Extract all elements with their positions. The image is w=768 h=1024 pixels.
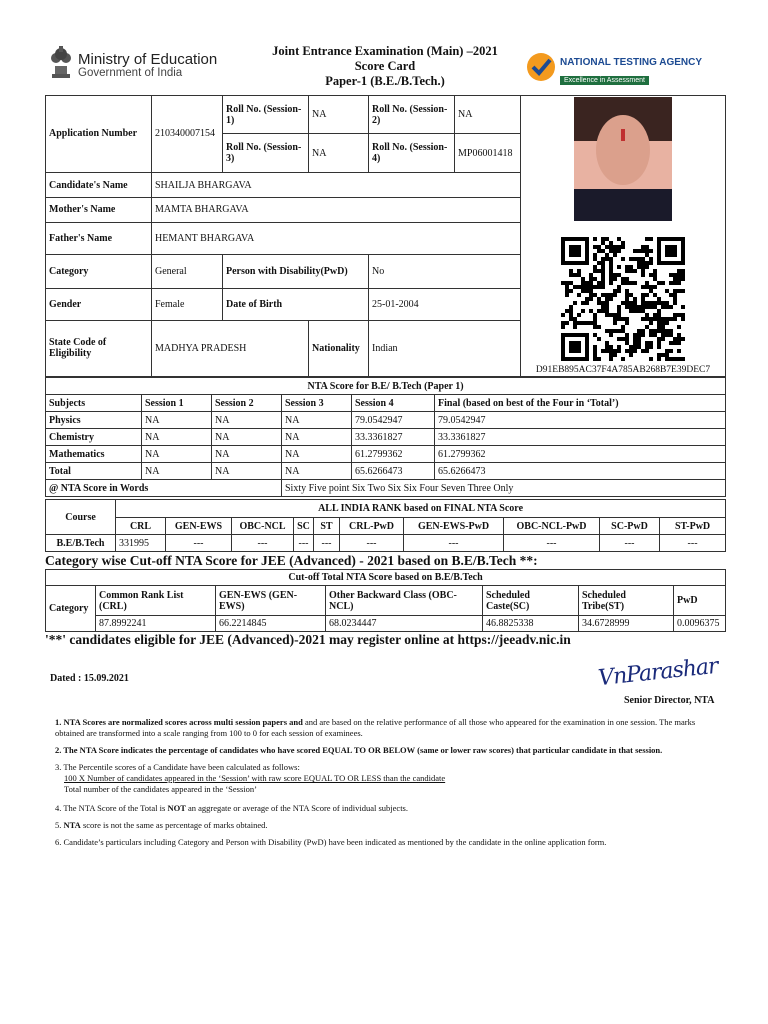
note-2: 2. The NTA Score indicates the percentage of candidates who have scored EQUAL TO OR BELOW (same or lower raw scores) that particular candidate in that session. <box>55 745 663 755</box>
note-3 <box>55 762 717 795</box>
score-cell: 65.6266473 <box>352 463 435 480</box>
rank-header: GEN-EWS <box>166 518 232 535</box>
roll3-value: NA <box>309 134 369 172</box>
category-value: General <box>152 254 223 288</box>
score-cell: NA <box>142 429 212 446</box>
name-label: Candidate's Name <box>46 172 152 197</box>
gender-label: Gender <box>46 288 152 320</box>
cutoff-cell: 87.8992241 <box>96 616 216 632</box>
score-cell: NA <box>282 463 352 480</box>
cutoff-header: Common Rank List (CRL) <box>96 586 216 616</box>
score-cell: NA <box>212 429 282 446</box>
paper-title: Paper-1 (B.E./B.Tech.) <box>325 74 445 88</box>
score-cell: 61.2799362 <box>352 446 435 463</box>
cutoff-table <box>45 569 726 632</box>
nta-score-table <box>45 377 726 497</box>
state-label: State Code of Eligibility <box>46 320 152 376</box>
signatory: Senior Director, NTA <box>624 695 715 706</box>
score-words-label: @ NTA Score in Words <box>46 480 282 497</box>
table-row <box>46 446 726 463</box>
eligibility-note: '**' candidates eligible for JEE (Advanced)-2021 may register online at https://jeeadv.nic.in <box>45 632 571 647</box>
score-words-value: Sixty Five point Six Two Six Six Four Seven Three Only <box>282 480 726 497</box>
mother-label: Mother's Name <box>46 198 152 222</box>
emblem-icon <box>48 44 74 80</box>
note-1-num: 1. <box>55 717 62 727</box>
note-4-bold: NOT <box>167 803 186 813</box>
score-cell: 33.3361827 <box>435 429 726 446</box>
table-row <box>46 463 726 480</box>
rank-cell: --- <box>504 535 600 552</box>
dob-label: Date of Birth <box>223 288 369 320</box>
signature-text: VnParashar <box>597 653 719 692</box>
roll1-value: NA <box>309 96 369 134</box>
score-cell: 65.6266473 <box>435 463 726 480</box>
note-5-rest: score is not the same as percentage of marks obtained. <box>82 820 268 830</box>
mother-value: MAMTA BHARGAVA <box>152 198 521 222</box>
score-cell: 61.2799362 <box>435 446 726 463</box>
cutoff-cell: 46.8825338 <box>483 616 579 632</box>
nta-tagline-wrap <box>560 69 649 87</box>
roll2-label: Roll No. (Session-2) <box>369 96 455 134</box>
note-4-a: 4. The NTA Score of the Total is <box>55 803 166 813</box>
rank-header: ST-PwD <box>660 518 726 535</box>
rank-cell: 331995 <box>116 535 166 552</box>
cutoff-heading: Category wise Cut-off NTA Score for JEE (Advanced) - 2021 based on B.E/B.Tech **: <box>45 553 538 568</box>
score-header: Session 4 <box>352 395 435 412</box>
candidate-photo <box>574 97 672 221</box>
ministry-name: Ministry of Education <box>78 51 218 68</box>
note-4-b: an aggregate or average of the NTA Score of individual subjects. <box>187 803 408 813</box>
notes <box>55 717 717 854</box>
rank-cell: --- <box>404 535 504 552</box>
score-header: Subjects <box>46 395 142 412</box>
rank-cell: --- <box>660 535 726 552</box>
state-value: MADHYA PRADESH <box>152 320 309 376</box>
card-title: Score Card <box>354 59 416 73</box>
qr-code-text: D91EB895AC37F4A785AB268B7E39DEC7 <box>535 364 711 375</box>
rank-header: SC-PwD <box>600 518 660 535</box>
cutoff-header: Other Backward Class (OBC-NCL) <box>326 586 483 616</box>
score-cell: 33.3361827 <box>352 429 435 446</box>
score-cell: NA <box>142 446 212 463</box>
score-cell: NA <box>282 429 352 446</box>
note-1 <box>55 717 717 739</box>
cutoff-header: GEN-EWS (GEN-EWS) <box>216 586 326 616</box>
note-3-text: 3. The Percentile scores of a Candidate have been calculated as follows: <box>55 762 300 772</box>
ministry-logo <box>48 44 74 80</box>
score-header: Session 2 <box>212 395 282 412</box>
rank-cell: --- <box>294 535 314 552</box>
dated: Dated : 15.09.2021 <box>50 673 129 684</box>
note-5-bold: NTA <box>63 820 81 830</box>
score-cell: NA <box>282 446 352 463</box>
score-cell: 79.0542947 <box>435 412 726 429</box>
qr-cell <box>521 222 726 376</box>
score-cell: NA <box>212 412 282 429</box>
rank-header: CRL <box>116 518 166 535</box>
exam-header <box>230 44 540 89</box>
score-header: Session 3 <box>282 395 352 412</box>
rank-header: GEN-EWS-PwD <box>404 518 504 535</box>
score-cell: 79.0542947 <box>352 412 435 429</box>
cutoff-header: Scheduled Caste(SC) <box>483 586 579 616</box>
pwd-value: No <box>369 254 521 288</box>
subject-name: Physics <box>46 412 142 429</box>
government-name: Government of India <box>78 67 183 79</box>
cutoff-category-label: Category <box>46 586 96 632</box>
table-row <box>46 412 726 429</box>
nta-name: NATIONAL TESTING AGENCY <box>560 57 703 68</box>
qr-code-icon <box>561 237 685 361</box>
subject-name: Mathematics <box>46 446 142 463</box>
rank-cell: --- <box>340 535 404 552</box>
score-cell: NA <box>212 463 282 480</box>
score-cell: NA <box>142 412 212 429</box>
roll2-value: NA <box>455 96 521 134</box>
course-label: Course <box>46 500 116 535</box>
rank-header: OBC-NCL <box>232 518 294 535</box>
cutoff-header: PwD <box>674 586 726 616</box>
rank-header: SC <box>294 518 314 535</box>
roll4-label: Roll No. (Session-4) <box>369 134 455 172</box>
score-header: Final (based on best of the Four in ‘Total’) <box>435 395 726 412</box>
cutoff-cell: 0.0096375 <box>674 616 726 632</box>
note-3-numerator: 100 X Number of candidates appeared in the ‘Session’ with raw score EQUAL TO OR LESS than the candidate <box>64 773 446 783</box>
rank-header: CRL-PwD <box>340 518 404 535</box>
roll4-value: MP06001418 <box>455 134 521 172</box>
rank-table <box>45 499 726 552</box>
note-3-denominator: Total number of the candidates appeared in the ‘Session’ <box>64 784 257 794</box>
rank-header: ST <box>314 518 340 535</box>
roll1-label: Roll No. (Session-1) <box>223 96 309 134</box>
pwd-label: Person with Disability(PwD) <box>223 254 369 288</box>
nationality-label: Nationality <box>309 320 369 376</box>
rank-header: OBC-NCL-PwD <box>504 518 600 535</box>
father-label: Father's Name <box>46 222 152 254</box>
score-cell: NA <box>212 446 282 463</box>
subject-name: Total <box>46 463 142 480</box>
rank-cell: --- <box>166 535 232 552</box>
subject-name: Chemistry <box>46 429 142 446</box>
score-table-title: NTA Score for B.E/ B.Tech (Paper 1) <box>46 378 726 395</box>
cutoff-cell: 66.2214845 <box>216 616 326 632</box>
note-4 <box>55 803 717 814</box>
cutoff-header: Scheduled Tribe(ST) <box>579 586 674 616</box>
rank-cell: --- <box>600 535 660 552</box>
app-no-value: 210340007154 <box>152 96 223 173</box>
rank-cell: --- <box>314 535 340 552</box>
table-row <box>46 429 726 446</box>
roll3-label: Roll No. (Session-3) <box>223 134 309 172</box>
note-1-bold: NTA Scores are normalized scores across multi session papers and <box>63 717 303 727</box>
cutoff-cell: 68.0234447 <box>326 616 483 632</box>
exam-title: Joint Entrance Examination (Main) –2021 <box>272 44 498 58</box>
candidate-table <box>45 95 726 377</box>
nationality-value: Indian <box>369 320 521 376</box>
nta-logo <box>526 52 556 82</box>
app-no-label: Application Number <box>46 96 152 173</box>
course-value: B.E/B.Tech <box>46 535 116 552</box>
nta-check-icon <box>526 52 556 82</box>
name-value: SHAILJA BHARGAVA <box>152 172 521 197</box>
note-5 <box>55 820 717 831</box>
table-row <box>46 616 726 632</box>
cutoff-title: Cut-off Total NTA Score based on B.E/B.Tech <box>46 570 726 586</box>
score-cell: NA <box>282 412 352 429</box>
rank-title: ALL INDIA RANK based on FINAL NTA Score <box>116 500 726 518</box>
note-6: 6. Candidate’s particulars including Category and Person with Disability (PwD) have been indicated as mentioned by the candidate in the online application form. <box>55 837 607 847</box>
photo-cell <box>521 96 726 223</box>
rank-cell: --- <box>232 535 294 552</box>
note-5-num: 5. <box>55 820 62 830</box>
dob-value: 25-01-2004 <box>369 288 521 320</box>
category-label: Category <box>46 254 152 288</box>
gender-value: Female <box>152 288 223 320</box>
cutoff-cell: 34.6728999 <box>579 616 674 632</box>
father-value: HEMANT BHARGAVA <box>152 222 521 254</box>
table-row <box>46 535 726 552</box>
note-1-rest: and are based on the relative performance of all those who appeared for the examination in one session. The marks obtained are transformed into a scale ranging from 100 to 0 for each session of examinees. <box>55 717 696 738</box>
nta-tagline: Excellence in Assessment <box>560 76 649 85</box>
score-header: Session 1 <box>142 395 212 412</box>
signature <box>597 653 719 696</box>
score-cell: NA <box>142 463 212 480</box>
